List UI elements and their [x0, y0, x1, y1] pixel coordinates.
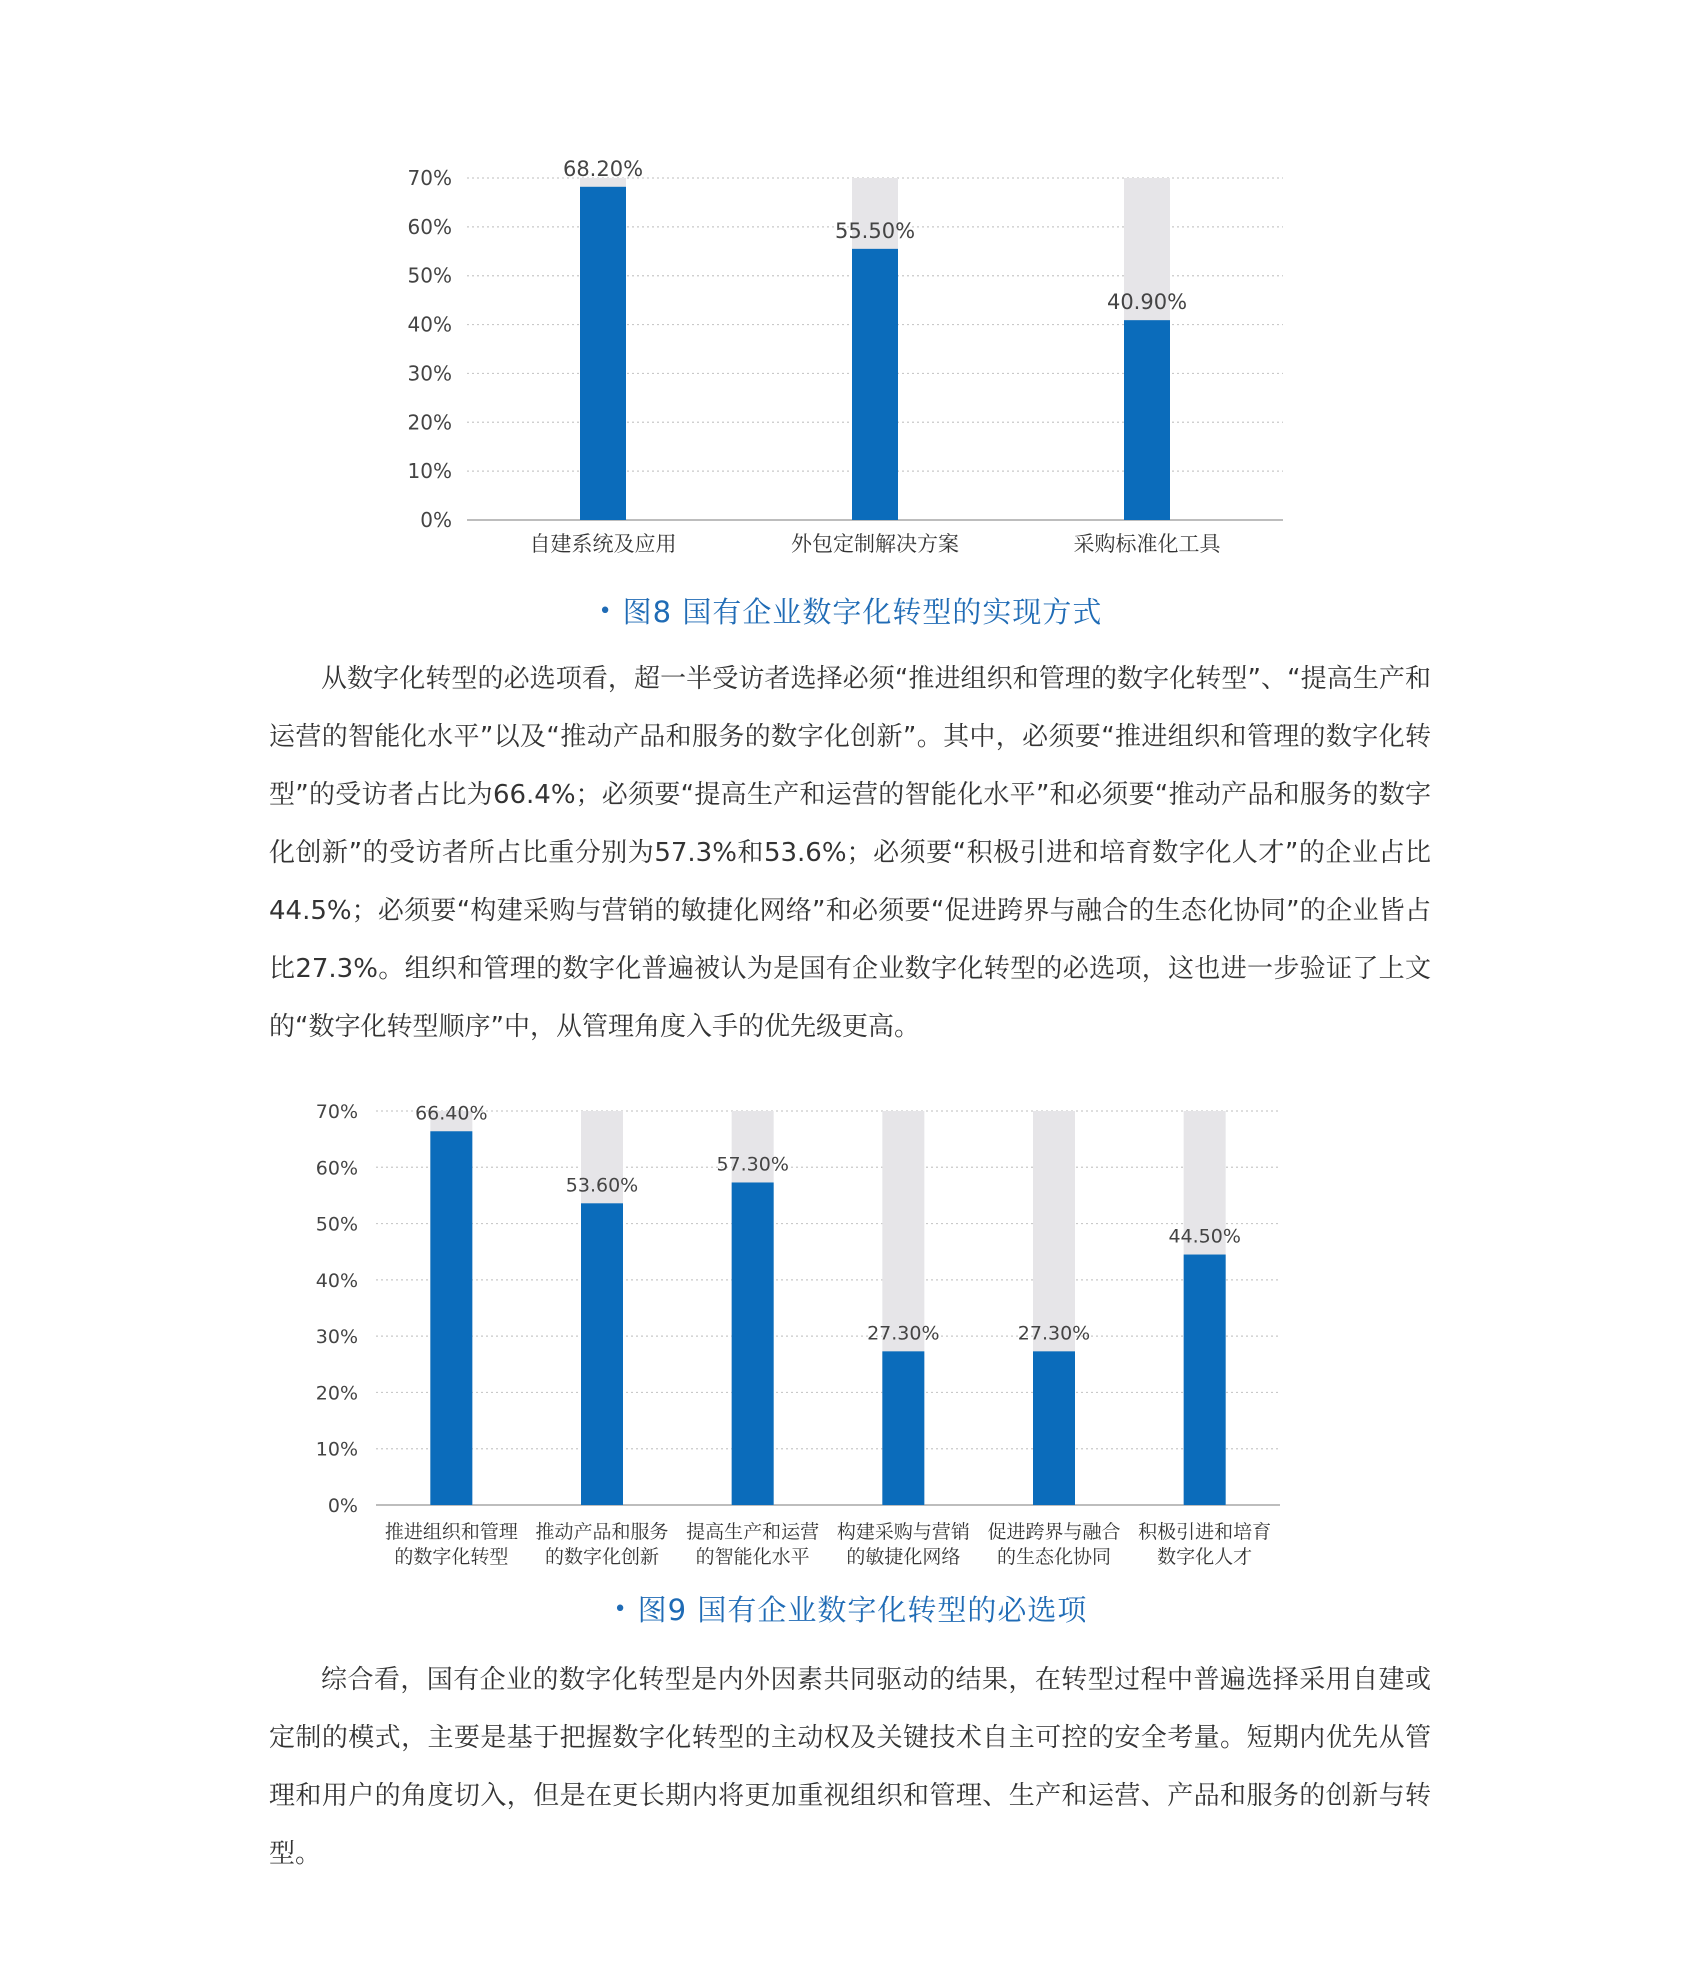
x-tick-label: 的数字化转型 [394, 1546, 509, 1568]
y-tick-label: 40% [407, 312, 452, 337]
x-tick-label: 促进跨界与融合 [987, 1521, 1121, 1543]
figure9-caption [0, 1588, 1701, 1629]
x-tick-label: 的敏捷化网络 [846, 1546, 961, 1568]
x-tick-label: 推动产品和服务 [535, 1521, 669, 1543]
y-tick-label: 70% [407, 166, 452, 190]
figure9-caption-text: 图9 国有企业数字化转型的必选项 [637, 1593, 1088, 1627]
data-label: 27.30% [1017, 1322, 1091, 1345]
y-tick-label: 50% [407, 263, 452, 288]
y-tick-label: 70% [315, 1101, 358, 1123]
y-tick-label: 50% [315, 1213, 358, 1236]
y-tick-label: 10% [407, 459, 452, 484]
y-tick-label: 20% [315, 1382, 358, 1405]
data-label: 57.30% [716, 1153, 789, 1176]
data-label: 27.30% [867, 1322, 940, 1345]
y-tick-label: 30% [315, 1326, 358, 1349]
y-tick-label: 60% [315, 1157, 358, 1180]
x-tick-label: 数字化人才 [1157, 1546, 1253, 1568]
y-tick-label: 60% [407, 214, 452, 239]
y-tick-label: 20% [407, 410, 452, 435]
y-tick-label: 40% [315, 1269, 358, 1292]
x-tick-label: 构建采购与营销 [836, 1521, 970, 1543]
bar [732, 1182, 774, 1505]
y-tick-label: 10% [315, 1438, 358, 1461]
y-tick-label: 0% [327, 1495, 358, 1517]
caption-bullet: • [598, 599, 613, 624]
figure8-caption-text: 图8 国有企业数字化转型的实现方式 [622, 595, 1103, 629]
x-tick-label: 推进组织和管理 [384, 1521, 518, 1543]
data-label: 66.40% [415, 1102, 488, 1125]
x-tick-label: 采购标准化工具 [1073, 532, 1221, 556]
data-label: 40.90% [1106, 290, 1188, 315]
bar [1184, 1255, 1226, 1505]
caption-bullet: • [613, 1597, 628, 1622]
x-tick-label: 外包定制解决方案 [791, 532, 959, 556]
data-label: 44.50% [1168, 1225, 1241, 1248]
paragraph-1: 从数字化转型的必选项看，超一半受访者选择必须“推进组织和管理的数字化转型”、“提高生产和运营的智能化水平”以及“推动产品和服务的数字化创新”。其中，必须要“推进组织和管理的数字化转型”的受访者占比为66.4%；必须要“提高生产和运营的智能化水平”和必须要“推动产品和服务的数字化创新”的受访者所占比重分别为57.3%和53.6%；必须要“积极引进和培育数字化人才”的企业占比44.5%；必须要“构建采购与营销的敏捷化网络”和必须要“促进跨界与融合的生态化协同”的企业皆占比27.3%。组织和管理的数字化普遍被认为是国有企业数字化转型的必选项，这也进一步验证了上文的“数字化转型顺序”中，从管理角度入手的优先级更高。 [269, 664, 1431, 1042]
y-tick-label: 30% [407, 361, 452, 386]
x-tick-label: 积极引进和培育 [1138, 1521, 1272, 1543]
data-label: 53.60% [565, 1174, 639, 1197]
y-tick-label: 0% [420, 508, 452, 532]
bar [1033, 1351, 1075, 1505]
x-tick-label: 的智能化水平 [695, 1546, 810, 1568]
data-label: 55.50% [834, 218, 916, 243]
bar [882, 1351, 924, 1505]
bar [430, 1131, 472, 1505]
bar [581, 1203, 623, 1505]
x-tick-label: 提高生产和运营 [686, 1521, 820, 1543]
x-tick-label: 自建系统及应用 [529, 532, 677, 556]
x-tick-label: 的生态化协同 [996, 1546, 1112, 1568]
paragraph-2: 综合看，国有企业的数字化转型是内外因素共同驱动的结果，在转型过程中普遍选择采用自建或定制的模式，主要是基于把握数字化转型的主动权及关键技术自主可控的安全考量。短期内优先从管理和用户的角度切入，但是在更长期内将更加重视组织和管理、生产和运营、产品和服务的创新与转型。 [269, 1665, 1431, 1869]
x-tick-label: 的数字化创新 [544, 1546, 660, 1568]
data-label: 68.20% [562, 156, 644, 181]
